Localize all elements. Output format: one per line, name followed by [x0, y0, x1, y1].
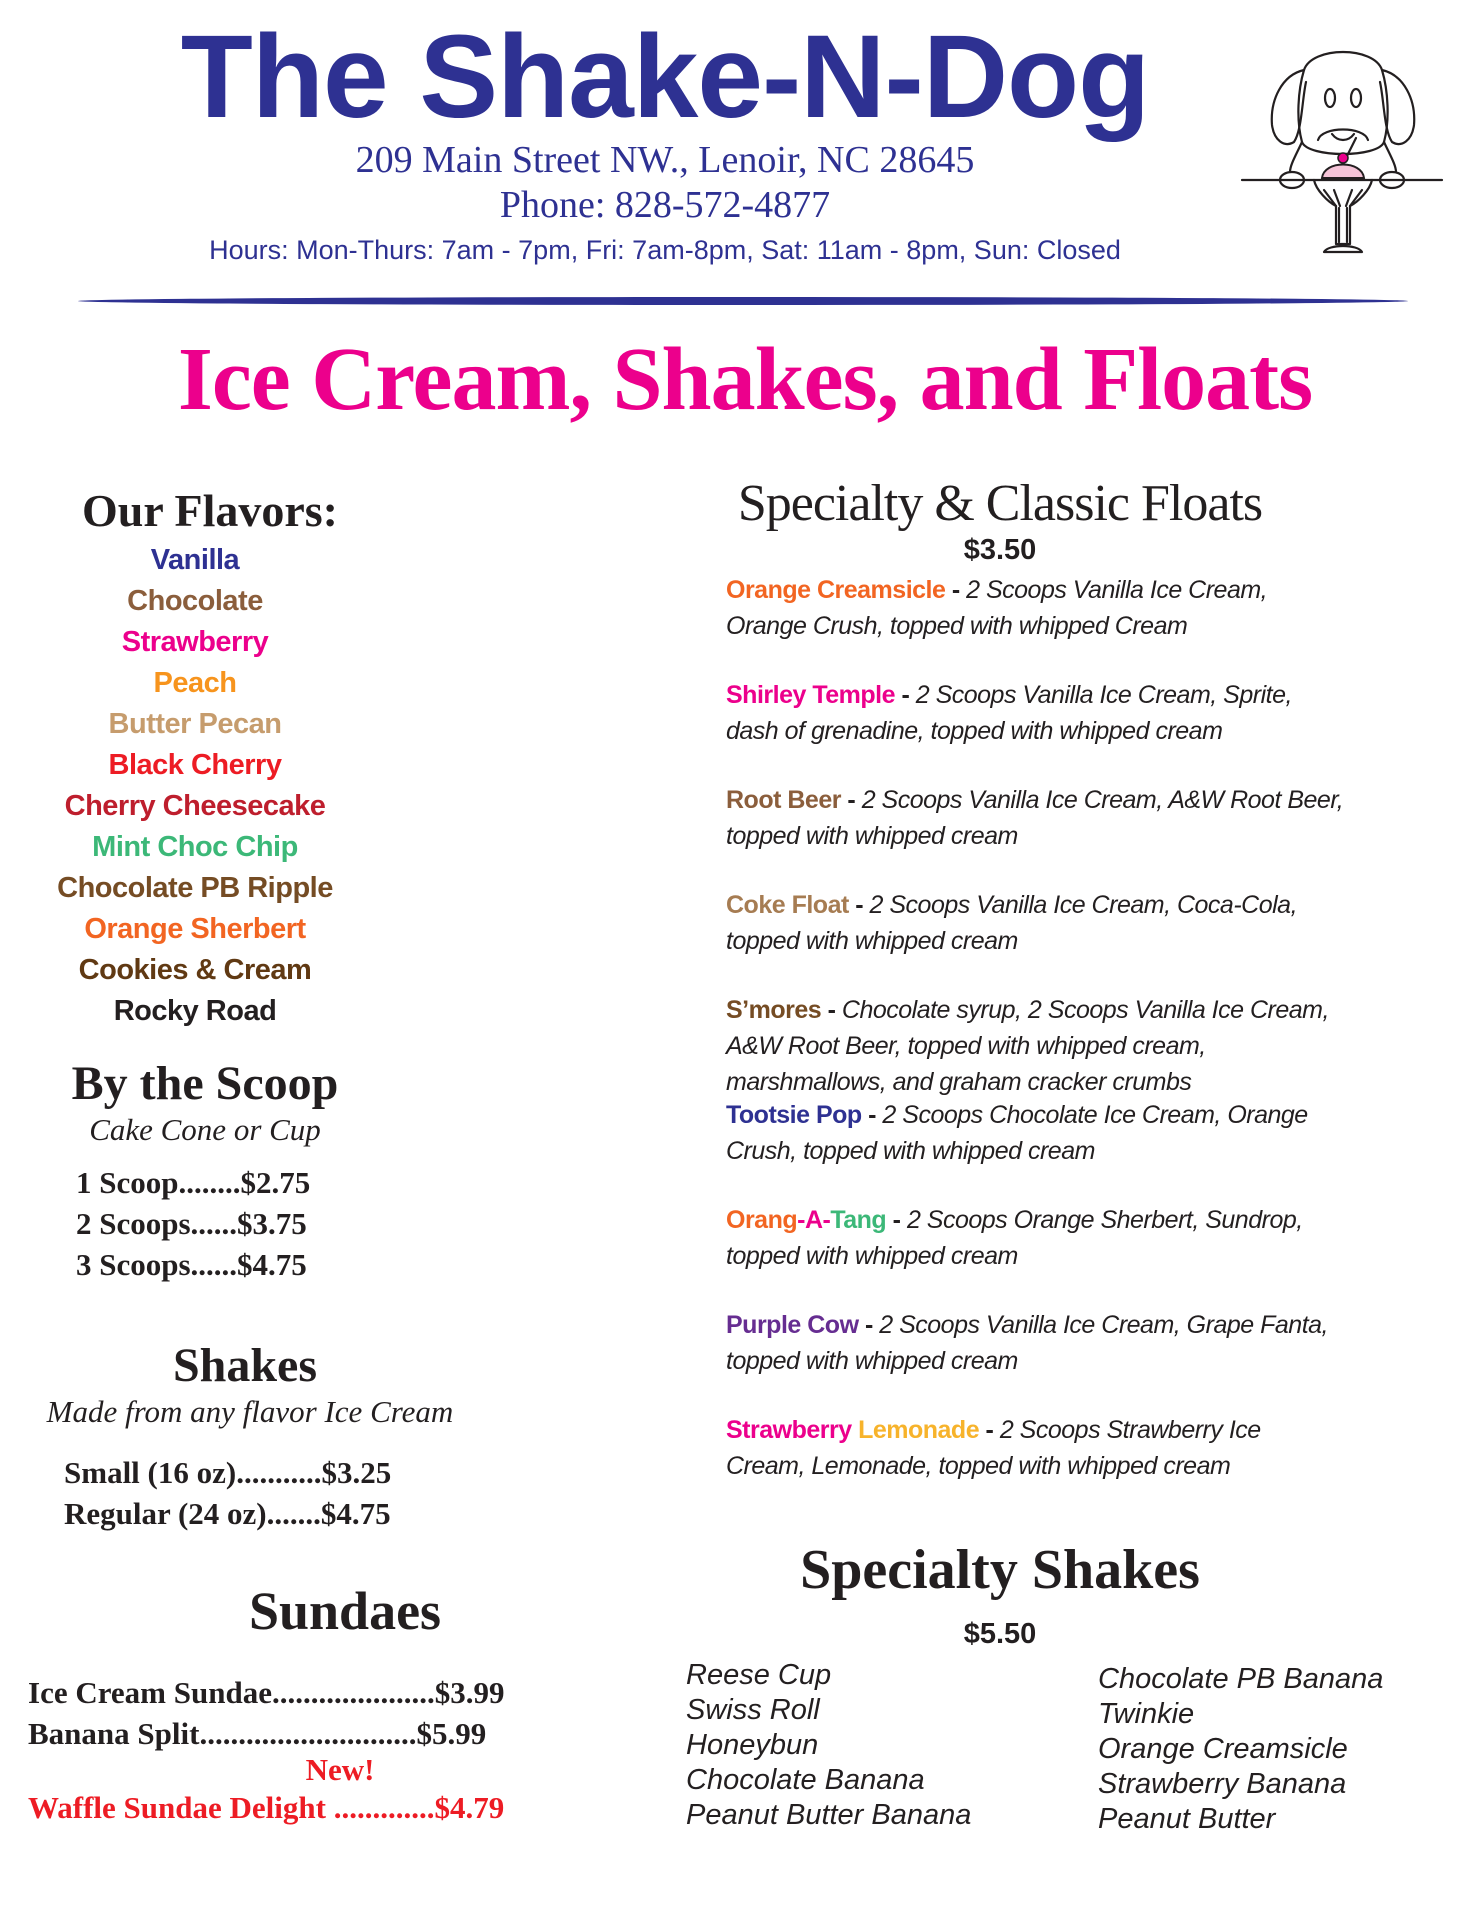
- sundaes-heading: Sundaes: [248, 1581, 442, 1641]
- specialty-shake-item: Chocolate PB Banana: [1098, 1663, 1384, 1695]
- scoop-price-item: 2 Scoops......$3.75: [76, 1206, 307, 1241]
- flavor-item: Vanilla: [150, 544, 240, 576]
- flavors-list: [40, 540, 350, 1032]
- specialty-shake-item: Chocolate Banana: [686, 1764, 925, 1796]
- scoop-price-item: 1 Scoop........$2.75: [76, 1165, 311, 1200]
- specialty-shakes-price: $5.50: [963, 1618, 1037, 1650]
- float-description: 2 Scoops Vanilla Ice Cream, Sprite, dash of grenadine, topped with whipped cream: [726, 681, 1292, 745]
- specialty-shake-item: Strawberry Banana: [1098, 1768, 1347, 1800]
- specialty-shake-item: Twinkie: [1098, 1698, 1195, 1730]
- float-item: [726, 572, 1346, 677]
- flavor-item: Cookies & Cream: [78, 954, 312, 986]
- flavor-item: Orange Sherbert: [84, 913, 306, 945]
- sundae-price-item: Banana Split............................$5.99: [28, 1716, 487, 1751]
- float-separator: -: [979, 1416, 1000, 1444]
- flavor-item: Cherry Cheesecake: [64, 790, 326, 822]
- float-description: 2 Scoops Vanilla Ice Cream, Grape Fanta, topped with whipped cream: [726, 1311, 1328, 1375]
- flavor-item: Strawberry: [121, 626, 269, 658]
- restaurant-name: The Shake-N-Dog: [180, 11, 1150, 143]
- float-description: 2 Scoops Vanilla Ice Cream, A&W Root Beer, topped with whipped cream: [726, 786, 1344, 850]
- specialty-shake-item: Honeybun: [686, 1729, 819, 1761]
- float-description: 2 Scoops Chocolate Ice Cream, Orange Crush, topped with whipped cream: [726, 1101, 1308, 1165]
- specialty-shake-item: Orange Creamsicle: [1098, 1733, 1348, 1765]
- float-name: Tang: [830, 1206, 887, 1234]
- scoop-price-item: 3 Scoops......$4.75: [76, 1247, 307, 1282]
- specialty-shake-item: Reese Cup: [686, 1659, 832, 1691]
- float-item: [726, 782, 1346, 887]
- float-item: [726, 1097, 1346, 1202]
- float-description: Chocolate syrup, 2 Scoops Vanilla Ice Cream, A&W Root Beer, topped with whipped cream, marshmallows, and graham cracker crumbs: [726, 996, 1329, 1096]
- main-heading: Ice Cream, Shakes, and Floats: [177, 330, 1313, 429]
- new-sundae-item: Waffle Sundae Delight .............$4.79: [28, 1790, 505, 1825]
- float-name: Root Beer: [726, 786, 841, 814]
- float-description: 2 Scoops Vanilla Ice Cream, Coca-Cola, topped with whipped cream: [726, 891, 1298, 955]
- header-divider: [78, 297, 1408, 305]
- float-name: Lemonade: [858, 1416, 980, 1444]
- flavor-item: Chocolate PB Ripple: [57, 872, 333, 904]
- float-name: Shirley Temple: [726, 681, 895, 709]
- float-separator: -: [848, 891, 870, 919]
- float-description: 2 Scoops Orange Sherbert, Sundrop, topped with whipped cream: [726, 1206, 1303, 1270]
- floats-heading: Specialty & Classic Floats: [737, 475, 1263, 532]
- opening-hours: Hours: Mon-Thurs: 7am - 7pm, Fri: 7am-8pm, Sat: 11am - 8pm, Sun: Closed: [209, 235, 1121, 265]
- shake-price-item: Small (16 oz)...........$3.25: [64, 1455, 392, 1490]
- float-item: [726, 992, 1346, 1097]
- float-item: [726, 1307, 1346, 1412]
- sundaes-price-list: [28, 1672, 504, 1754]
- float-name: Coke Float: [726, 891, 849, 919]
- float-separator: -: [945, 576, 967, 604]
- flavor-item: Butter Pecan: [108, 708, 282, 740]
- specialty-shakes-list-left: [686, 1658, 971, 1833]
- float-separator: -: [895, 681, 916, 709]
- float-description: 2 Scoops Vanilla Ice Cream, Orange Crush, topped with whipped Cream: [726, 576, 1268, 640]
- specialty-shake-item: Swiss Roll: [686, 1694, 820, 1726]
- floats-price: $3.50: [963, 534, 1037, 566]
- floats-list: [726, 572, 1346, 1517]
- specialty-shake-item: Peanut Butter: [1098, 1803, 1276, 1835]
- by-the-scoop-heading: By the Scoop: [71, 1057, 339, 1110]
- phone-number: Phone: 828-572-4877: [499, 184, 831, 226]
- scoop-price-list: [76, 1162, 310, 1285]
- float-separator: -: [861, 1101, 883, 1129]
- float-description: 2 Scoops Strawberry Ice Cream, Lemonade, topped with whipped cream: [726, 1416, 1261, 1480]
- specialty-shakes-list-right: [1098, 1662, 1383, 1837]
- dog-milkshake-logo: [1232, 30, 1452, 270]
- float-item: [726, 887, 1346, 992]
- flavor-item: Chocolate: [127, 585, 263, 617]
- float-name: S’mores: [726, 996, 822, 1024]
- flavor-item: Peach: [153, 667, 237, 699]
- float-name: -A-: [797, 1206, 831, 1234]
- float-item: [726, 1202, 1346, 1307]
- float-separator: -: [858, 1311, 880, 1339]
- float-item: [726, 677, 1346, 782]
- shakes-price-list: [64, 1452, 391, 1534]
- sundae-price-item: Ice Cream Sundae.....................$3.99: [28, 1675, 505, 1710]
- float-item: [726, 1412, 1346, 1517]
- float-name: Purple Cow: [726, 1311, 859, 1339]
- float-name: Tootsie Pop: [726, 1101, 862, 1129]
- flavor-item: Mint Choc Chip: [92, 831, 298, 863]
- flavor-item: Black Cherry: [108, 749, 282, 781]
- by-the-scoop-subheading: Cake Cone or Cup: [89, 1112, 321, 1147]
- address: 209 Main Street NW., Lenoir, NC 28645: [355, 139, 975, 181]
- float-name: Orang: [726, 1206, 798, 1234]
- float-name: Orange Creamsicle: [726, 576, 946, 604]
- new-badge: New!: [305, 1752, 375, 1787]
- float-separator: -: [886, 1206, 907, 1234]
- flavors-heading: Our Flavors:: [82, 485, 338, 536]
- flavor-item: Rocky Road: [113, 995, 277, 1027]
- shake-price-item: Regular (24 oz).......$4.75: [64, 1496, 391, 1531]
- float-separator: -: [821, 996, 842, 1024]
- float-separator: -: [840, 786, 862, 814]
- shakes-heading: Shakes: [172, 1339, 318, 1392]
- specialty-shakes-heading: Specialty Shakes: [800, 1539, 1200, 1601]
- shakes-subheading: Made from any flavor Ice Cream: [46, 1394, 454, 1429]
- float-name: Strawberry: [726, 1416, 852, 1444]
- specialty-shake-item: Peanut Butter Banana: [686, 1799, 972, 1831]
